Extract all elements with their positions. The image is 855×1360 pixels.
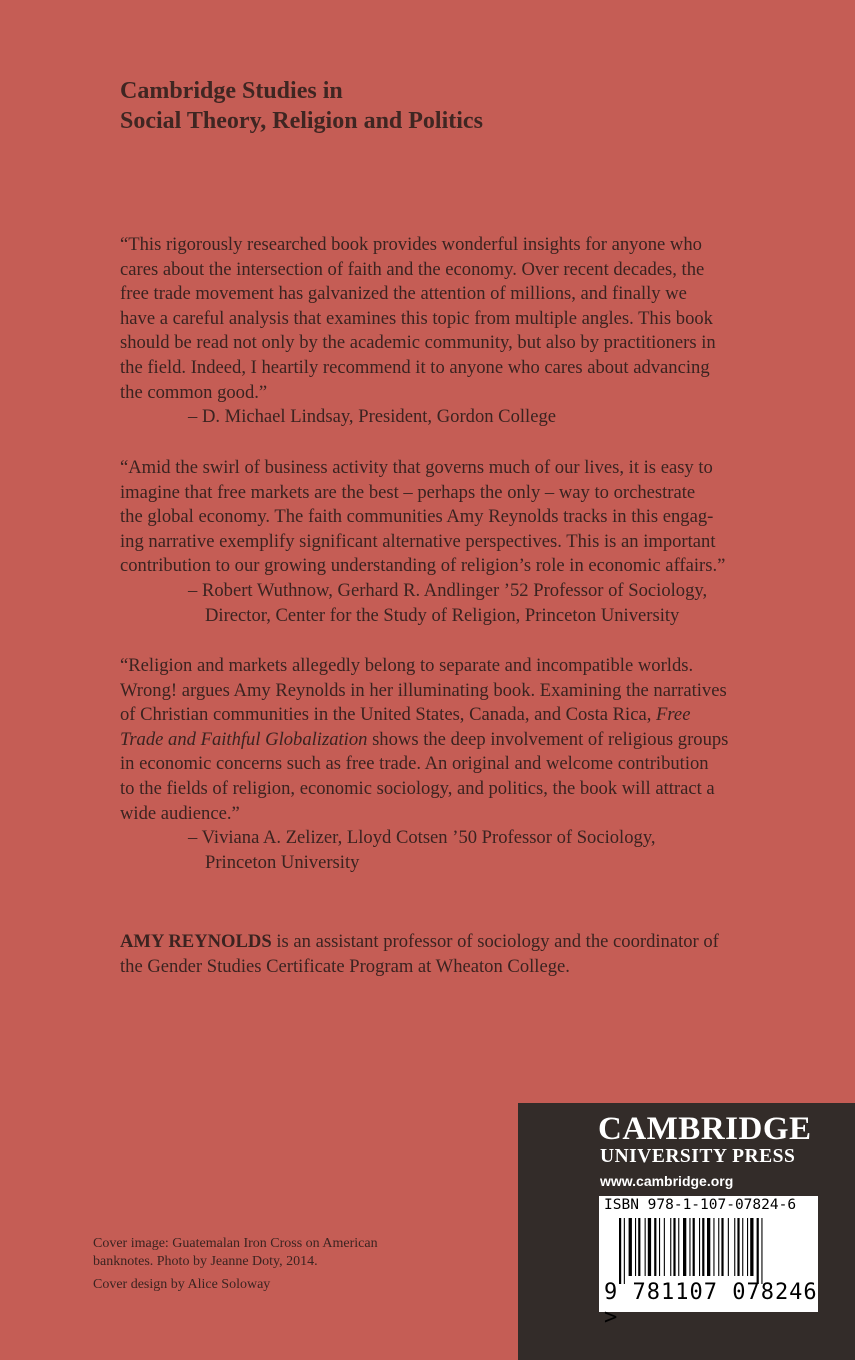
quote-line (120, 703, 728, 728)
barcode-bar (750, 1218, 753, 1276)
publisher-panel (518, 1103, 855, 1360)
endorsement-lindsay (120, 233, 716, 430)
quote-line: to the fields of religion, economic sociology, and politics, the book will attract a (120, 777, 715, 799)
barcode-bar (635, 1218, 636, 1276)
barcode-bar (742, 1218, 743, 1276)
series-title (120, 76, 483, 136)
author-name: AMY REYNOLDS (120, 931, 272, 952)
quote-line: “Religion and markets allegedly belong to separate and incompatible worlds. (120, 655, 694, 676)
series-title-line: Social Theory, Religion and Politics (120, 108, 483, 134)
quote-line: the field. Indeed, I heartily recommend it to anyone who cares about advancing (120, 356, 710, 378)
quote-line: imagine that free markets are the best – perhaps the only – way to orchestrate (120, 481, 696, 503)
quote-text: of Christian communities in the United States, Canada, and Costa Rica, (120, 704, 657, 726)
design-credit: Cover design by Alice Soloway (93, 1277, 271, 1292)
barcode-digits: 9 781107 078246 > (604, 1280, 818, 1330)
attribution: Director, Center for the Study of Religion, Princeton University (205, 604, 680, 626)
barcode-bar (638, 1218, 640, 1276)
quote-line: wide audience.” (120, 802, 240, 824)
publisher-logo: CAMBRIDGE (598, 1111, 812, 1147)
barcode-bar (689, 1218, 690, 1276)
barcode-bar (699, 1218, 700, 1276)
barcode-bar (713, 1218, 714, 1276)
quote-line: contribution to our growing understanding of religion’s role in economic affairs.” (120, 555, 726, 577)
cover-credits (93, 1235, 378, 1294)
quote-line: cares about the intersection of faith and the economy. Over recent decades, the (120, 258, 705, 280)
barcode-bar (747, 1218, 748, 1276)
barcode-bar (702, 1218, 704, 1276)
author-bio (120, 930, 719, 979)
barcode-bars (619, 1218, 809, 1284)
barcode-bar (619, 1218, 621, 1284)
barcode-bar (673, 1218, 675, 1276)
quote-line: should be read not only by the academic community, but also by practitioners in (120, 332, 716, 354)
barcode-bar (678, 1218, 679, 1276)
attribution: – Viviana A. Zelizer, Lloyd Cotsen ’50 Professor of Sociology, (188, 827, 656, 849)
barcode-bar (761, 1218, 762, 1284)
barcode-bar (670, 1218, 671, 1276)
attribution: Princeton University (205, 851, 360, 873)
bio-text: is an assistant professor of sociology and the coordinator of (271, 931, 719, 952)
barcode-bar (648, 1218, 651, 1276)
barcode-bar (707, 1218, 710, 1276)
quote-line (120, 728, 728, 753)
publisher-subname: UNIVERSITY PRESS (600, 1146, 796, 1167)
quote-line: “This rigorously researched book provides wonderful insights for anyone who (120, 234, 702, 255)
barcode-bar (664, 1218, 665, 1276)
quote-line: Wrong! argues Amy Reynolds in her illuminating book. Examining the narratives (120, 679, 727, 701)
bio-line (120, 930, 719, 955)
series-title-line: Cambridge Studies in (120, 78, 343, 104)
barcode-bar (654, 1218, 656, 1276)
barcode-bar (721, 1218, 723, 1276)
bio-line: the Gender Studies Certificate Program at Wheaton College. (120, 955, 570, 977)
quote-line: “Amid the swirl of business activity that governs much of our lives, it is easy to (120, 457, 713, 478)
image-credit: Cover image: Guatemalan Iron Cross on American (93, 1236, 378, 1251)
barcode-bar (693, 1218, 695, 1276)
image-credit: banknotes. Photo by Jeanne Doty, 2014. (93, 1254, 318, 1269)
quote-line: have a careful analysis that examines this topic from multiple angles. This book (120, 307, 713, 329)
barcode-bar (659, 1218, 660, 1276)
endorsement-wuthnow (120, 456, 725, 628)
book-title-italic: Free (656, 704, 691, 726)
quote-text: shows the deep involvement of religious groups (367, 728, 729, 750)
publisher-url: www.cambridge.org (600, 1173, 734, 1189)
isbn-barcode (599, 1196, 818, 1330)
barcode-bar (728, 1218, 729, 1276)
quote-line: the global economy. The faith communities Amy Reynolds tracks in this engag- (120, 506, 714, 528)
barcode-bar (629, 1218, 632, 1276)
quote-line: ing narrative exemplify significant alternative perspectives. This is an important (120, 530, 716, 552)
quote-line: the common good.” (120, 381, 268, 403)
quote-line: free trade movement has galvanized the attention of millions, and finally we (120, 283, 687, 305)
attribution: – D. Michael Lindsay, President, Gordon College (188, 406, 557, 428)
isbn-label: ISBN 978-1-107-07824-6 (604, 1197, 797, 1213)
endorsement-zelizer (120, 654, 728, 875)
book-title-italic: Trade and Faithful Globalization (120, 728, 368, 750)
barcode-bar (757, 1218, 759, 1284)
barcode-bar (718, 1218, 719, 1276)
barcode-bar (624, 1218, 625, 1284)
barcode-bar (737, 1218, 739, 1276)
barcode-bar (734, 1218, 735, 1276)
attribution: – Robert Wuthnow, Gerhard R. Andlinger ’52 Professor of Sociology, (188, 579, 708, 601)
barcode-bar (683, 1218, 686, 1276)
barcode-bar (645, 1218, 646, 1276)
quote-line: in economic concerns such as free trade. An original and welcome contribution (120, 753, 709, 775)
